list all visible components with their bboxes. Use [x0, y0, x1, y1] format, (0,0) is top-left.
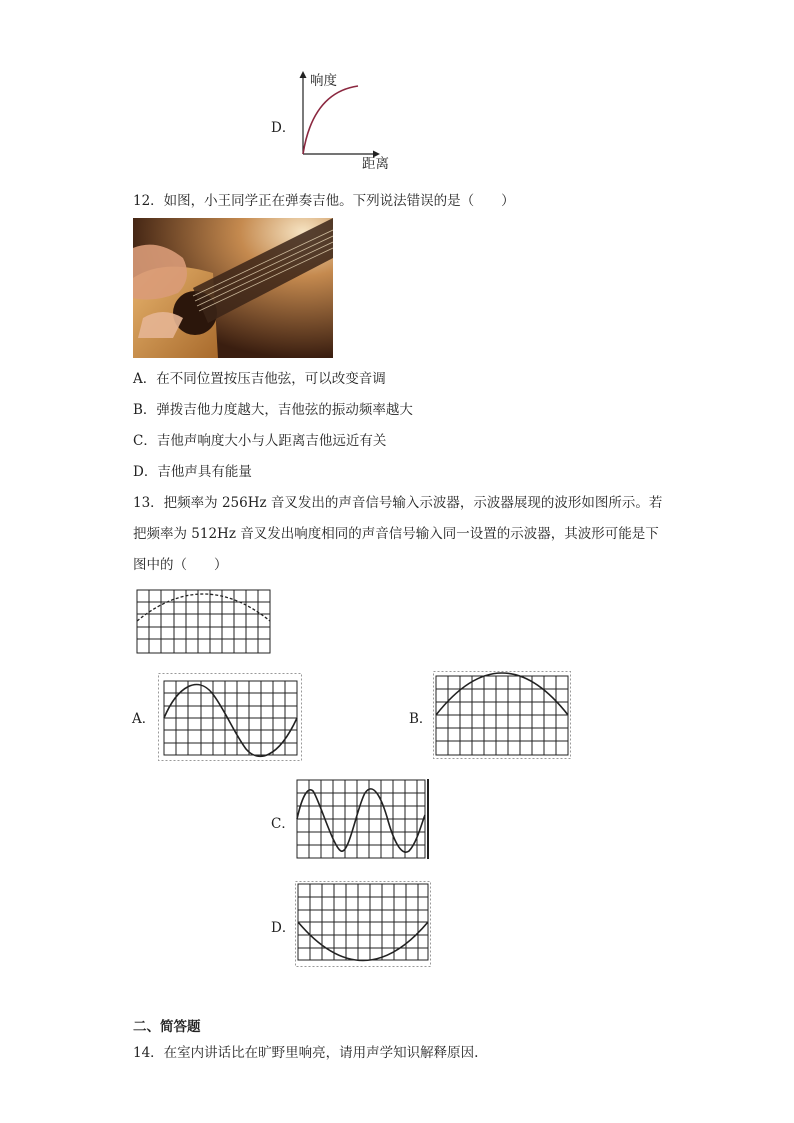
section-heading: 二、简答题	[133, 1019, 201, 1035]
option-d-waveform	[295, 881, 431, 967]
waveform-curve	[436, 673, 568, 715]
q11-option-d-label: D．	[271, 120, 296, 136]
reference-waveform	[136, 589, 272, 655]
q13-option-d-label: D．	[271, 920, 296, 936]
waveform-curve	[137, 594, 270, 621]
q13-stem-line-3: 图中的（ ）	[133, 557, 228, 573]
graph-x-axis-label: 距离	[362, 156, 389, 172]
option-a-waveform	[158, 673, 302, 761]
q12-option-c: C．吉他声响度大小与人距离吉他远近有关	[133, 433, 387, 449]
waveform-curve	[298, 922, 428, 961]
waveform-curve	[164, 685, 297, 757]
q13-option-c-label: C．	[271, 816, 295, 832]
q12-option-d: D．吉他声具有能量	[133, 464, 252, 480]
q12-option-b: B．弹拨吉他力度越大，吉他弦的振动频率越大	[133, 402, 413, 418]
option-c-waveform	[295, 777, 431, 861]
q13-option-b-label: B．	[409, 711, 433, 727]
guitar-photo	[133, 218, 333, 358]
option-b-waveform	[433, 671, 571, 759]
q13-option-a-label: A．	[132, 711, 156, 727]
q13-stem-line-1: 13．把频率为 256Hz 音叉发出的声音信号输入示波器，示波器展现的波形如图所示。若	[133, 495, 663, 511]
q12-stem: 12．如图，小王同学正在弹奏吉他。下列说法错误的是（ ）	[133, 193, 515, 209]
loudness-distance-graph	[290, 70, 410, 170]
waveform-curve	[297, 789, 425, 852]
q13-stem-line-2: 把频率为 512Hz 音叉发出响度相同的声音信号输入同一设置的示波器，其波形可能是下	[133, 526, 659, 542]
q14-stem: 14．在室内讲话比在旷野里响亮，请用声学知识解释原因.	[133, 1045, 479, 1061]
grid	[137, 590, 270, 653]
q12-option-a: A．在不同位置按压吉他弦，可以改变音调	[133, 371, 386, 387]
graph-y-axis-label: 响度	[310, 73, 337, 89]
